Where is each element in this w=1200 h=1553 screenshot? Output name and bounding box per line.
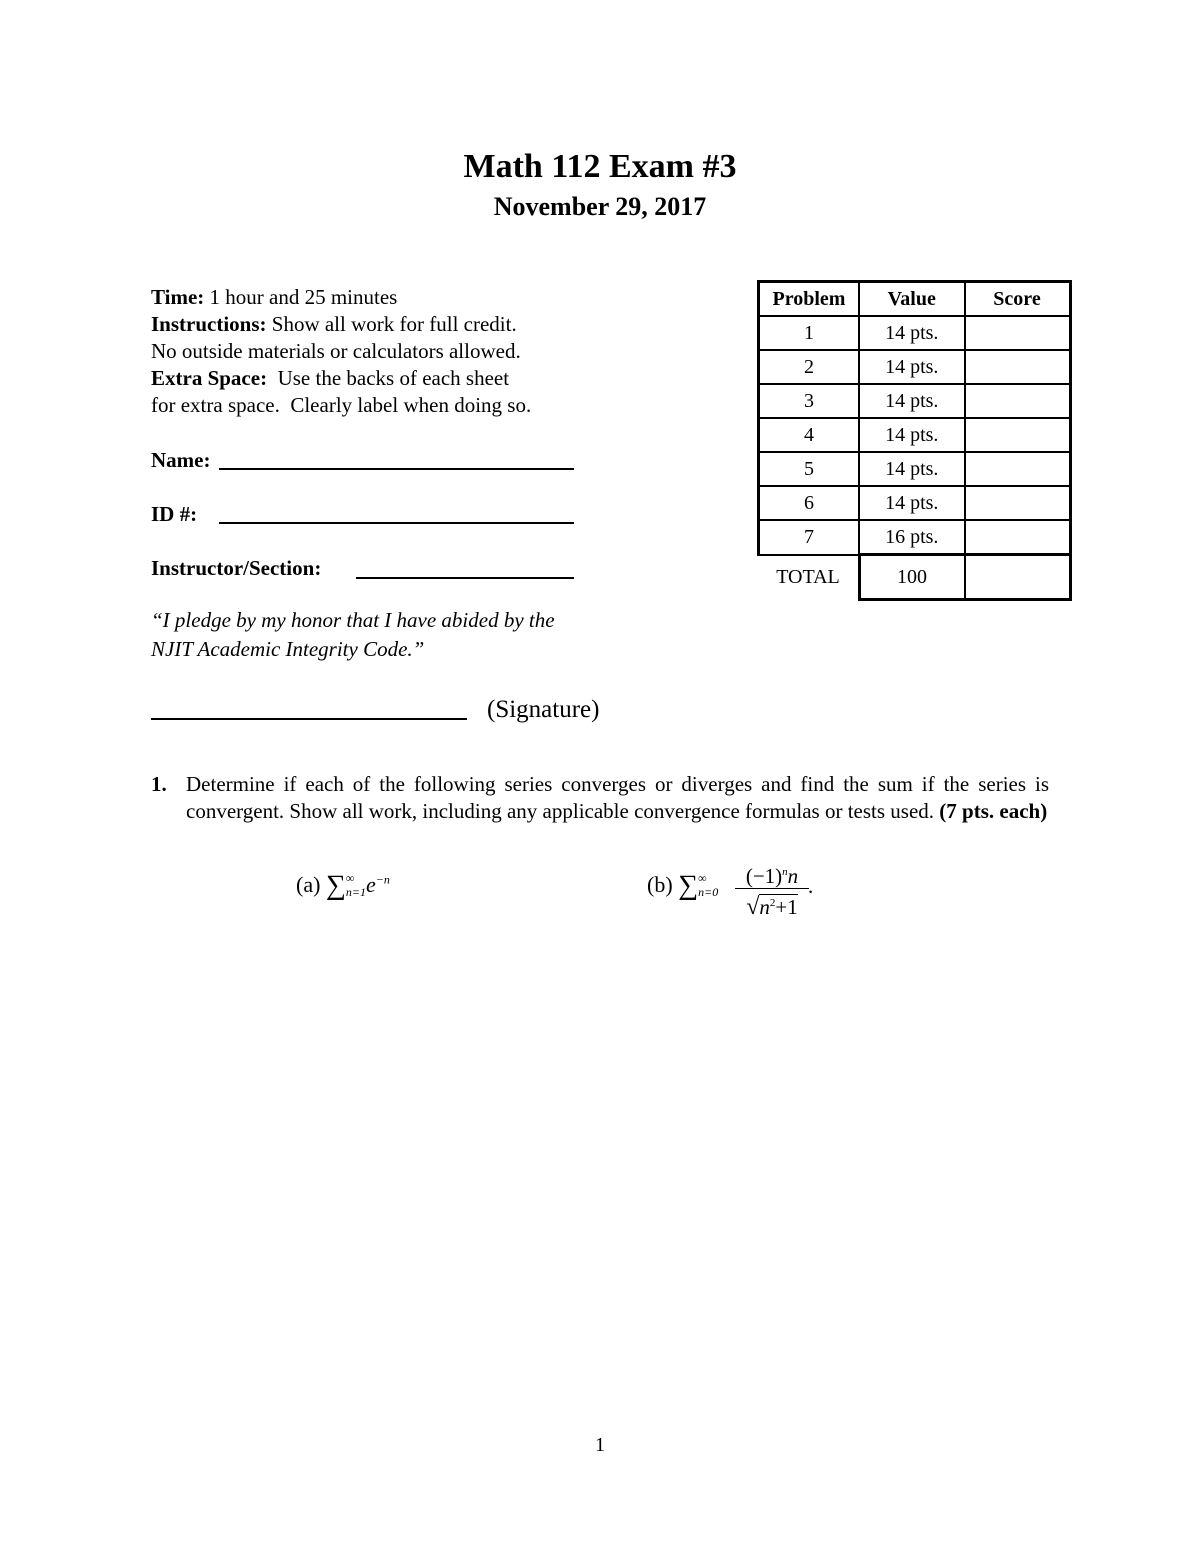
instructions-line (151, 311, 531, 338)
problem-value: 14 pts. (859, 316, 965, 350)
part-a (296, 868, 390, 901)
radicand-exponent: 2 (769, 897, 776, 909)
sum-limits (698, 871, 718, 899)
instructions-label: Instructions: (151, 312, 267, 336)
problem-value: 16 pts. (859, 520, 965, 555)
problem-score (965, 418, 1071, 452)
radicand (759, 894, 797, 919)
header-problem: Problem (759, 282, 860, 317)
lower-limit: n=1 (345, 884, 366, 899)
numerator-exponent: n (782, 866, 788, 878)
time-label: Time: (151, 285, 205, 309)
part-b (647, 868, 718, 901)
exam-date: November 29, 2017 (493, 192, 707, 221)
problem-score (965, 384, 1071, 418)
id-label: ID #: (151, 502, 198, 526)
time-value: 1 hour and 25 minutes (204, 285, 398, 309)
signature-label: (Signature) (487, 696, 600, 723)
part-a-label: (a) (296, 872, 321, 897)
instructions-line-2: No outside materials or calculators allowed. (151, 339, 521, 363)
score-table-header (759, 282, 1071, 317)
fraction (735, 860, 809, 921)
problem-number: 3 (759, 384, 860, 418)
numerator-n: n (787, 864, 799, 888)
problem-score (965, 486, 1071, 520)
score-table (757, 280, 1072, 601)
problem-statement: Determine if each of the following series converges or diverges and find the sum if the series is convergent. Show all work, including any applicable convergence formulas or tests used. (186, 772, 1049, 823)
total-label: TOTAL (776, 566, 840, 588)
problem-score (965, 452, 1071, 486)
sum-limits (346, 871, 366, 899)
sigma-icon: ∑ (678, 870, 699, 901)
problem-text (186, 771, 1049, 825)
instructions-value: Show all work for full credit. (266, 312, 517, 336)
table-row (759, 384, 1071, 418)
header-value: Value (859, 282, 965, 317)
page-number: 1 (595, 1434, 605, 1456)
name-label: Name: (151, 448, 211, 472)
problem-score (965, 520, 1071, 555)
problem-1 (151, 771, 1049, 825)
problem-number: 2 (759, 350, 860, 384)
id-field[interactable] (219, 522, 574, 524)
sigma-icon: ∑ (325, 870, 346, 901)
upper-limit: ∞ (345, 870, 355, 885)
problem-score (965, 316, 1071, 350)
problem-number: 1. (151, 772, 167, 796)
time-line (151, 284, 531, 311)
pledge-line-2: NJIT Academic Integrity Code.” (151, 637, 425, 661)
name-field[interactable] (219, 468, 574, 470)
table-row (759, 418, 1071, 452)
part-b-label: (b) (647, 872, 673, 897)
total-score (965, 555, 1071, 600)
table-row (759, 350, 1071, 384)
problem-score (965, 350, 1071, 384)
signature-field[interactable] (151, 718, 467, 720)
exam-info (151, 284, 531, 419)
problem-number: 6 (759, 486, 860, 520)
table-row (759, 520, 1071, 555)
exam-title: Math 112 Exam #3 (463, 148, 737, 185)
header-score: Score (965, 282, 1071, 317)
radicand-n: n (759, 895, 770, 919)
problem-value: 14 pts. (859, 350, 965, 384)
fraction-end: . (808, 874, 814, 898)
extra-space-label: Extra Space: (151, 366, 268, 390)
total-value: 100 (859, 555, 965, 600)
term-base: e (366, 872, 376, 897)
instructor-section-label: Instructor/Section: (151, 556, 322, 580)
table-row (759, 316, 1071, 350)
upper-limit: ∞ (698, 870, 707, 885)
table-row (759, 452, 1071, 486)
extra-space-line-2: for extra space. Clearly label when doing so. (151, 393, 532, 417)
extra-space-value: Use the backs of each sheet (267, 366, 510, 390)
instructor-section-field[interactable] (356, 577, 574, 579)
lower-limit: n=0 (698, 884, 719, 899)
term-exponent: −n (375, 872, 390, 887)
problem-value: 14 pts. (859, 452, 965, 486)
honor-pledge (151, 606, 555, 664)
total-row (759, 555, 1071, 600)
pledge-line-1: “I pledge by my honor that I have abided by the (151, 608, 555, 632)
table-row (759, 486, 1071, 520)
extra-space-line (151, 365, 531, 392)
problem-number: 7 (759, 520, 860, 555)
numerator (735, 860, 809, 889)
problem-points: (7 pts. each) (939, 799, 1048, 823)
problem-number: 5 (759, 452, 860, 486)
problem-value: 14 pts. (859, 486, 965, 520)
denominator (735, 889, 809, 921)
problem-number: 4 (759, 418, 860, 452)
problem-value: 14 pts. (859, 418, 965, 452)
numerator-base: (−1) (745, 864, 783, 888)
sqrt-icon: √ (746, 894, 760, 920)
radicand-rest: +1 (775, 895, 798, 919)
problem-value: 14 pts. (859, 384, 965, 418)
problem-number: 1 (759, 316, 860, 350)
